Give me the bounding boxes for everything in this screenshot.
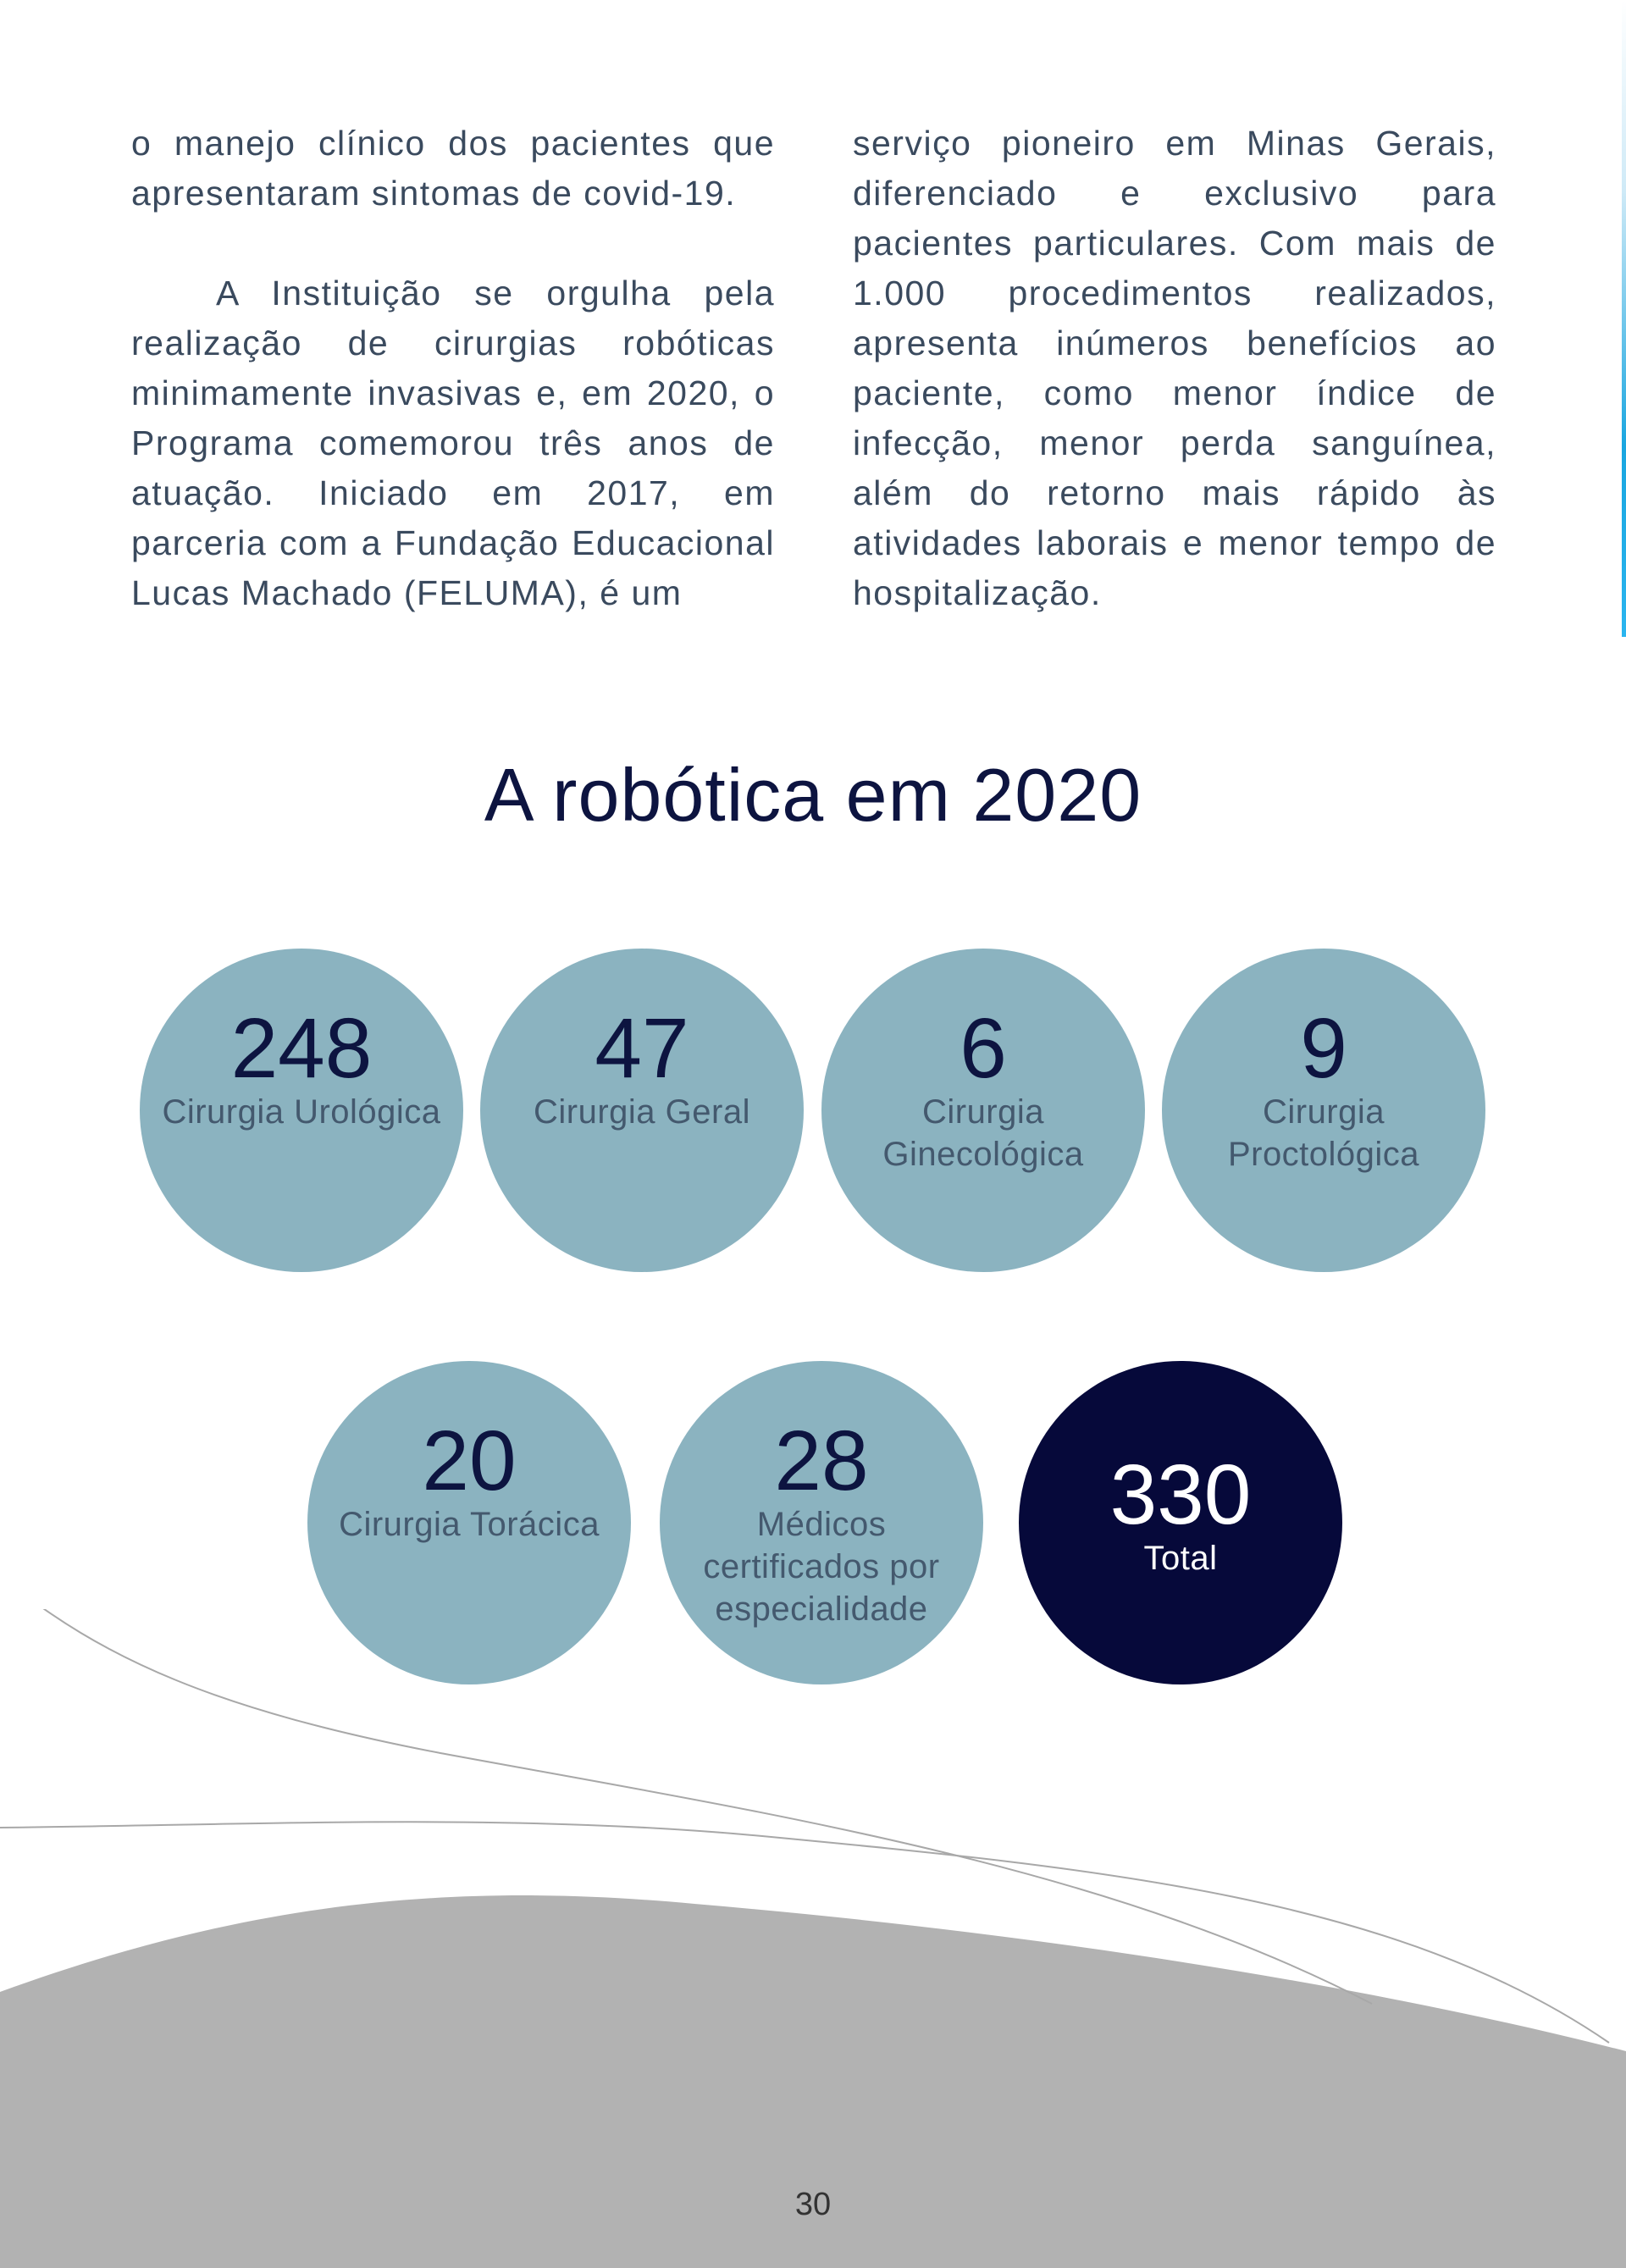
- stat-value: 248: [230, 1001, 373, 1096]
- stat-circle-geral: [480, 949, 804, 1272]
- stat-label: Total: [1143, 1540, 1218, 1577]
- left-paragraph-1: o manejo clínico dos pacientes que apresentaram sintomas de covid-19.: [131, 124, 775, 213]
- right-paragraph-1: serviço pioneiro em Minas Gerais, diferenciado e exclusivo para pacientes particulares. Com mais de 1.000 procedimentos realizados, apresenta inúmeros benefícios ao paciente, como menor índice de infecção, menor perda sanguínea, além do retorno mais rápido às atividades laborais e menor tempo de hospitalização.: [853, 124, 1496, 612]
- stat-circle-ginecologica: [821, 949, 1145, 1272]
- stat-label: Cirurgia Urológica: [162, 1093, 441, 1131]
- stat-label: Cirurgia Ginecológica: [882, 1093, 1084, 1173]
- text-column-left: [131, 119, 775, 618]
- left-paragraph-2: A Instituição se orgulha pela realização de cirurgias robóticas minimamente invasivas e, em 2020, o Programa comemorou três anos de atuação. Iniciado em 2017, em parceria com a Fundação Educacional Lucas Machado (FELUMA), é um: [131, 274, 775, 612]
- stat-label: Cirurgia Proctológica: [1227, 1093, 1420, 1173]
- stat-label: Cirurgia Geral: [534, 1093, 750, 1131]
- accent-strip: [1622, 0, 1626, 637]
- stat-circle-urologica: [140, 949, 463, 1272]
- stat-value: 9: [1300, 1001, 1347, 1096]
- stat-value: 20: [422, 1413, 517, 1508]
- page-number: 30: [794, 2187, 832, 2222]
- stat-value: 47: [595, 1001, 689, 1096]
- stat-value: 28: [774, 1413, 869, 1508]
- footer-wave-decoration: [0, 1609, 1626, 2268]
- stat-label: Cirurgia Torácica: [339, 1506, 600, 1543]
- stat-value: 6: [960, 1001, 1007, 1096]
- text-column-right: [853, 119, 1496, 618]
- stat-value: 330: [1109, 1447, 1252, 1542]
- stat-label: Médicos certificados por especialidade: [703, 1506, 940, 1628]
- stat-circle-proctologica: [1162, 949, 1485, 1272]
- section-title: A robótica em 2020: [484, 753, 1142, 837]
